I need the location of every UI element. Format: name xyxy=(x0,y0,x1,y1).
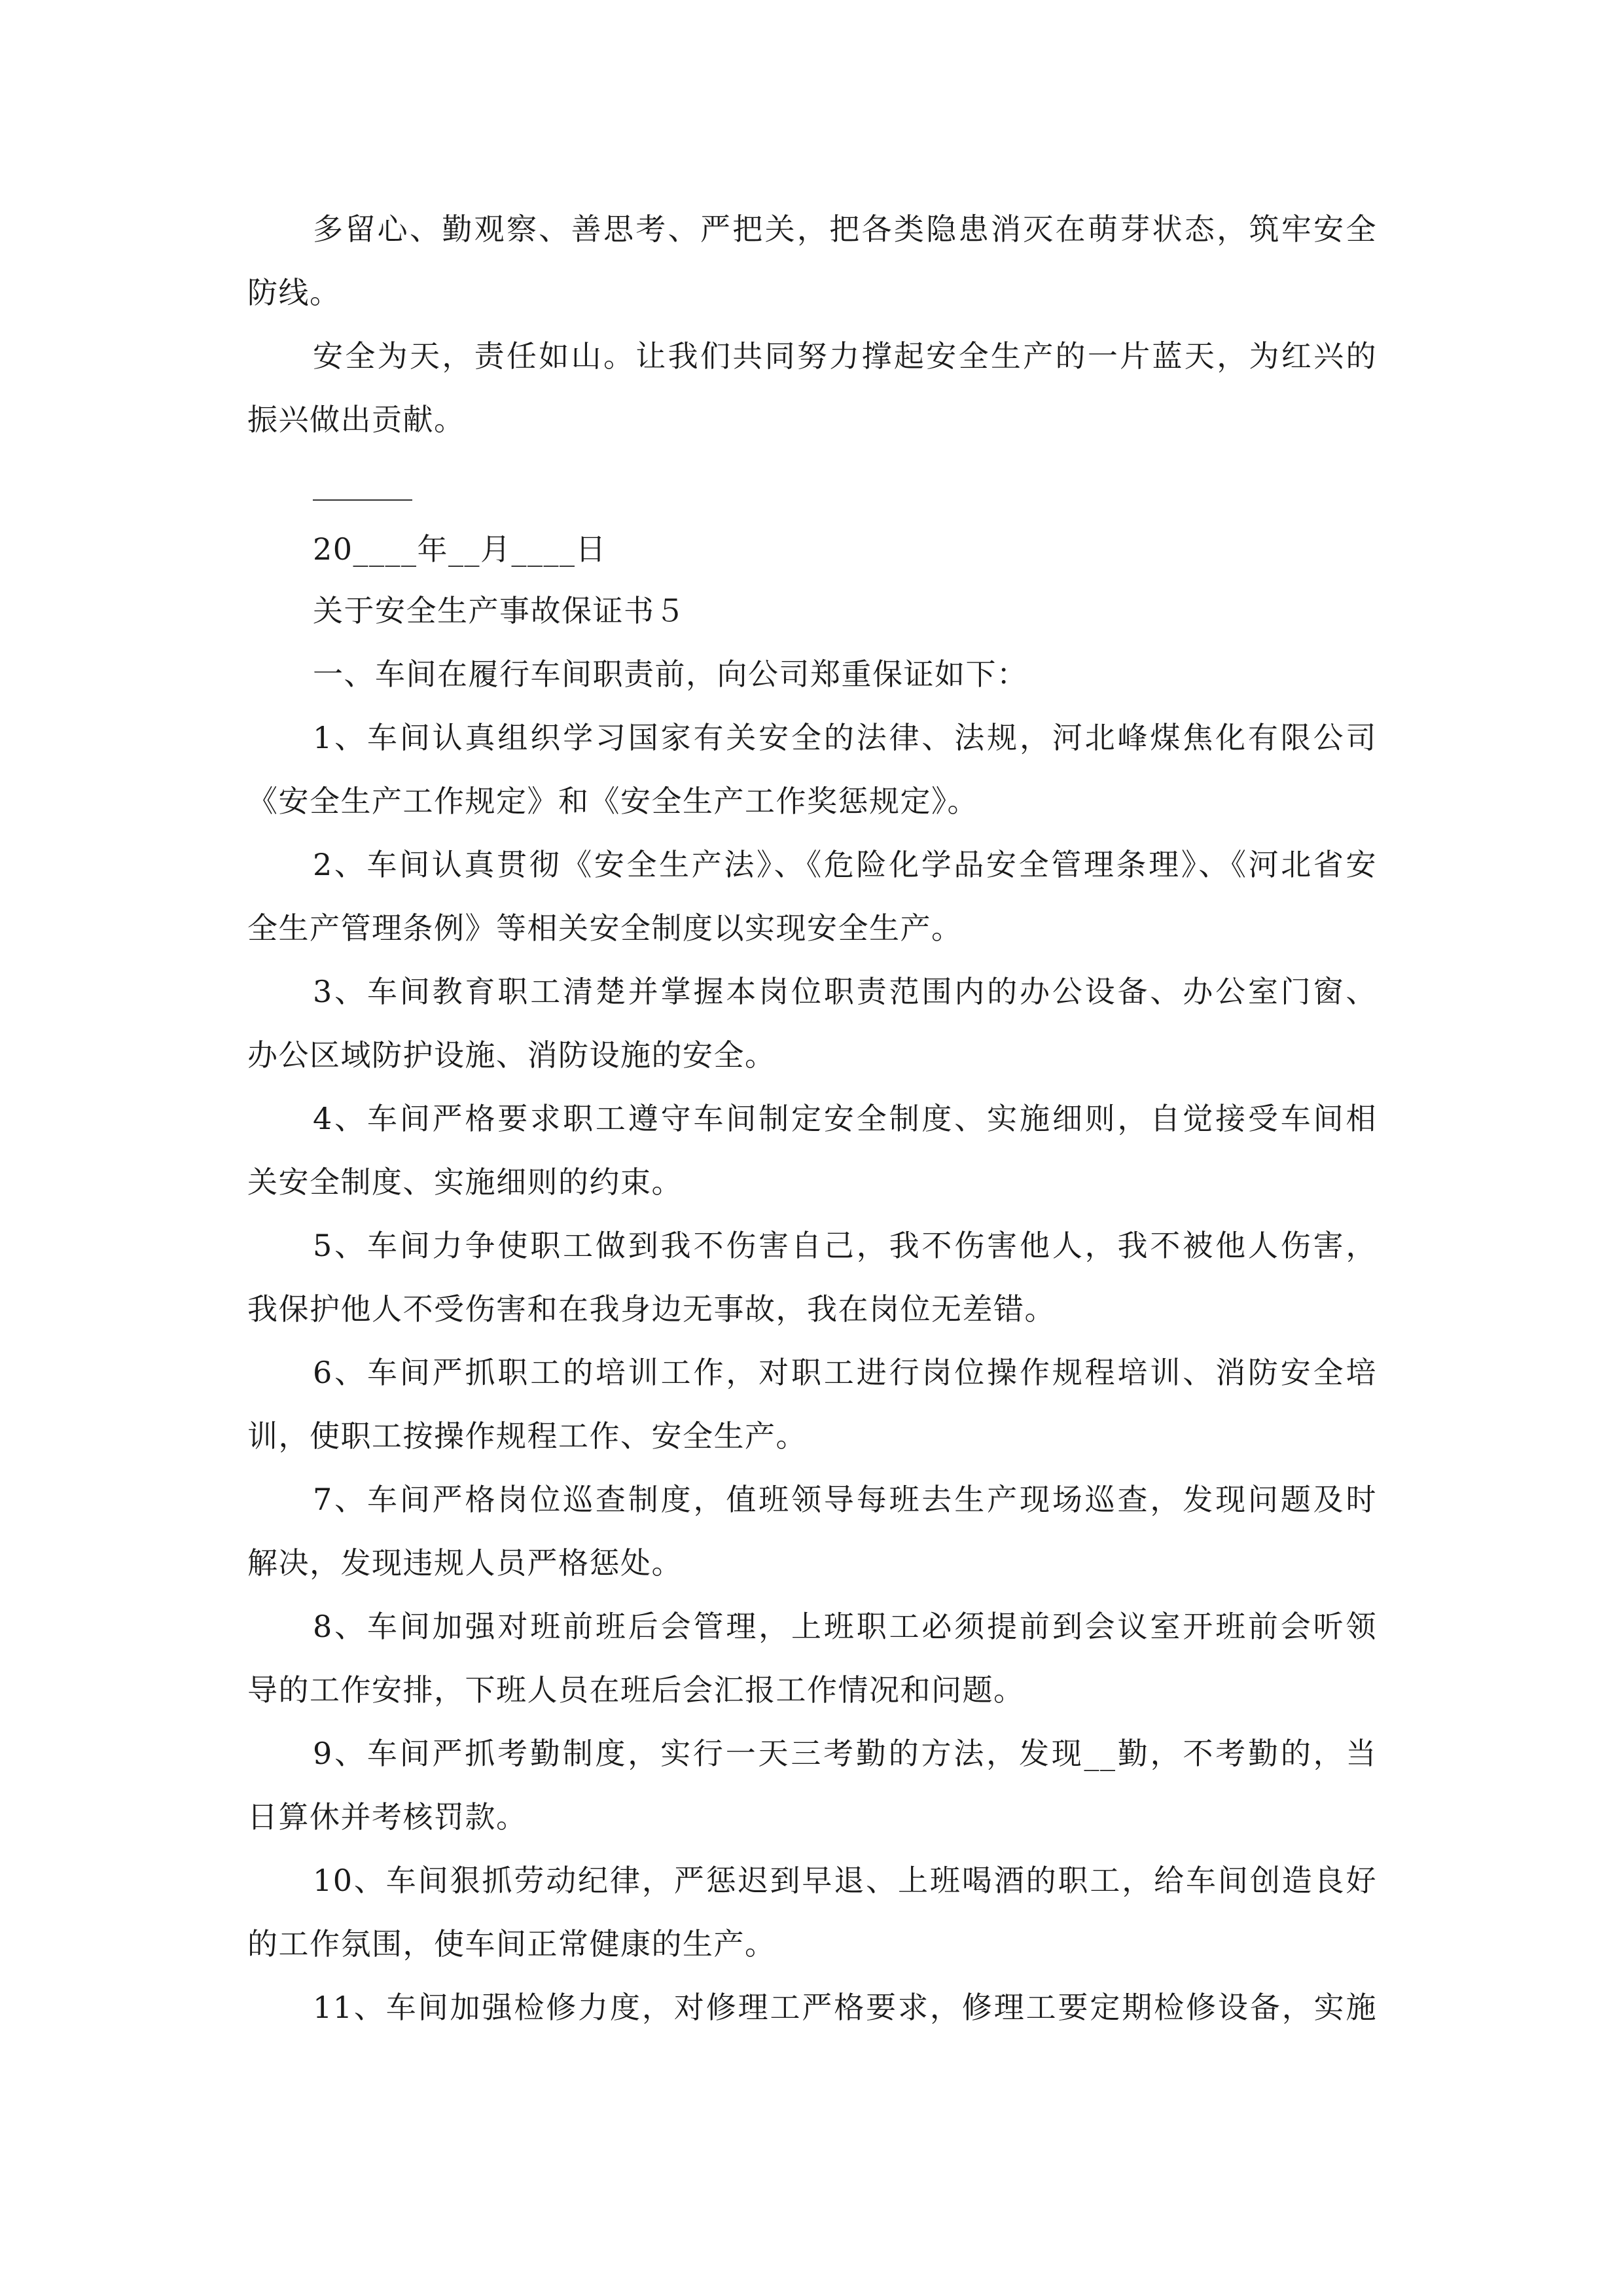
date-line: 20____年__月____日 xyxy=(313,531,607,567)
text-line: 4、车间严格要求职工遵守车间制定安全制度、实施细则，自觉接受车间相 xyxy=(313,1101,1377,1136)
text-line: 日算休并考核罚款。 xyxy=(247,1799,527,1835)
text-line: 11、车间加强检修力度，对修理工严格要求，修理工要定期检修设备，实施 xyxy=(313,1990,1377,2025)
text-line: 办公区域防护设施、消防设施的安全。 xyxy=(247,1037,776,1073)
intro-paragraph: 一、车间在履行车间职责前，向公司郑重保证如下： xyxy=(313,656,1028,692)
text-line: 1、车间认真组织学习国家有关安全的法律、法规，河北峰煤焦化有限公司 xyxy=(313,720,1377,755)
text-line: 的工作氛围，使车间正常健康的生产。 xyxy=(247,1926,776,1962)
text-line: 防线。 xyxy=(247,275,341,310)
text-line: 我保护他人不受伤害和在我身边无事故，我在岗位无差错。 xyxy=(247,1291,1056,1327)
text-line: 2、车间认真贯彻《安全生产法》、《危险化学品安全管理条理》、《河北省安 xyxy=(313,847,1377,882)
text-line: 训，使职工按操作规程工作、安全生产。 xyxy=(247,1418,807,1454)
text-line: 9、车间严抓考勤制度，实行一天三考勤的方法，发现__勤，不考勤的，当 xyxy=(313,1736,1377,1771)
text-line: 多留心、勤观察、善思考、严把关，把各类隐患消灭在萌芽状态，筑牢安全 xyxy=(313,211,1377,247)
text-line: 振兴做出贡献。 xyxy=(247,402,465,437)
section-title: 关于安全生产事故保证书５ xyxy=(313,593,686,628)
text-line: 3、车间教育职工清楚并掌握本岗位职责范围内的办公设备、办公室门窗、 xyxy=(313,974,1377,1009)
text-line: 《安全生产工作规定》和《安全生产工作奖惩规定》。 xyxy=(247,783,978,819)
text-line: 导的工作安排，下班人员在班后会汇报工作情况和问题。 xyxy=(247,1672,1025,1708)
text-line: 安全为天，责任如山。让我们共同努力撑起安全生产的一片蓝天，为红兴的 xyxy=(313,338,1377,374)
text-line: 5、车间力争使职工做到我不伤害自己，我不伤害他人，我不被他人伤害， xyxy=(313,1228,1377,1263)
text-line: 关安全制度、实施细则的约束。 xyxy=(247,1164,683,1200)
text-line: 7、车间严格岗位巡查制度，值班领导每班去生产现场巡查，发现问题及时 xyxy=(313,1482,1377,1517)
signature-line xyxy=(313,499,412,501)
text-line: 全生产管理条例》等相关安全制度以实现安全生产。 xyxy=(247,910,963,946)
text-line: 8、车间加强对班前班后会管理，上班职工必须提前到会议室开班前会听领 xyxy=(313,1609,1377,1644)
text-line: 解决，发现违规人员严格惩处。 xyxy=(247,1545,683,1581)
text-line: 6、车间严抓职工的培训工作，对职工进行岗位操作规程培训、消防安全培 xyxy=(313,1355,1377,1390)
text-line: 10、车间狠抓劳动纪律，严惩迟到早退、上班喝酒的职工，给车间创造良好 xyxy=(313,1863,1377,1898)
